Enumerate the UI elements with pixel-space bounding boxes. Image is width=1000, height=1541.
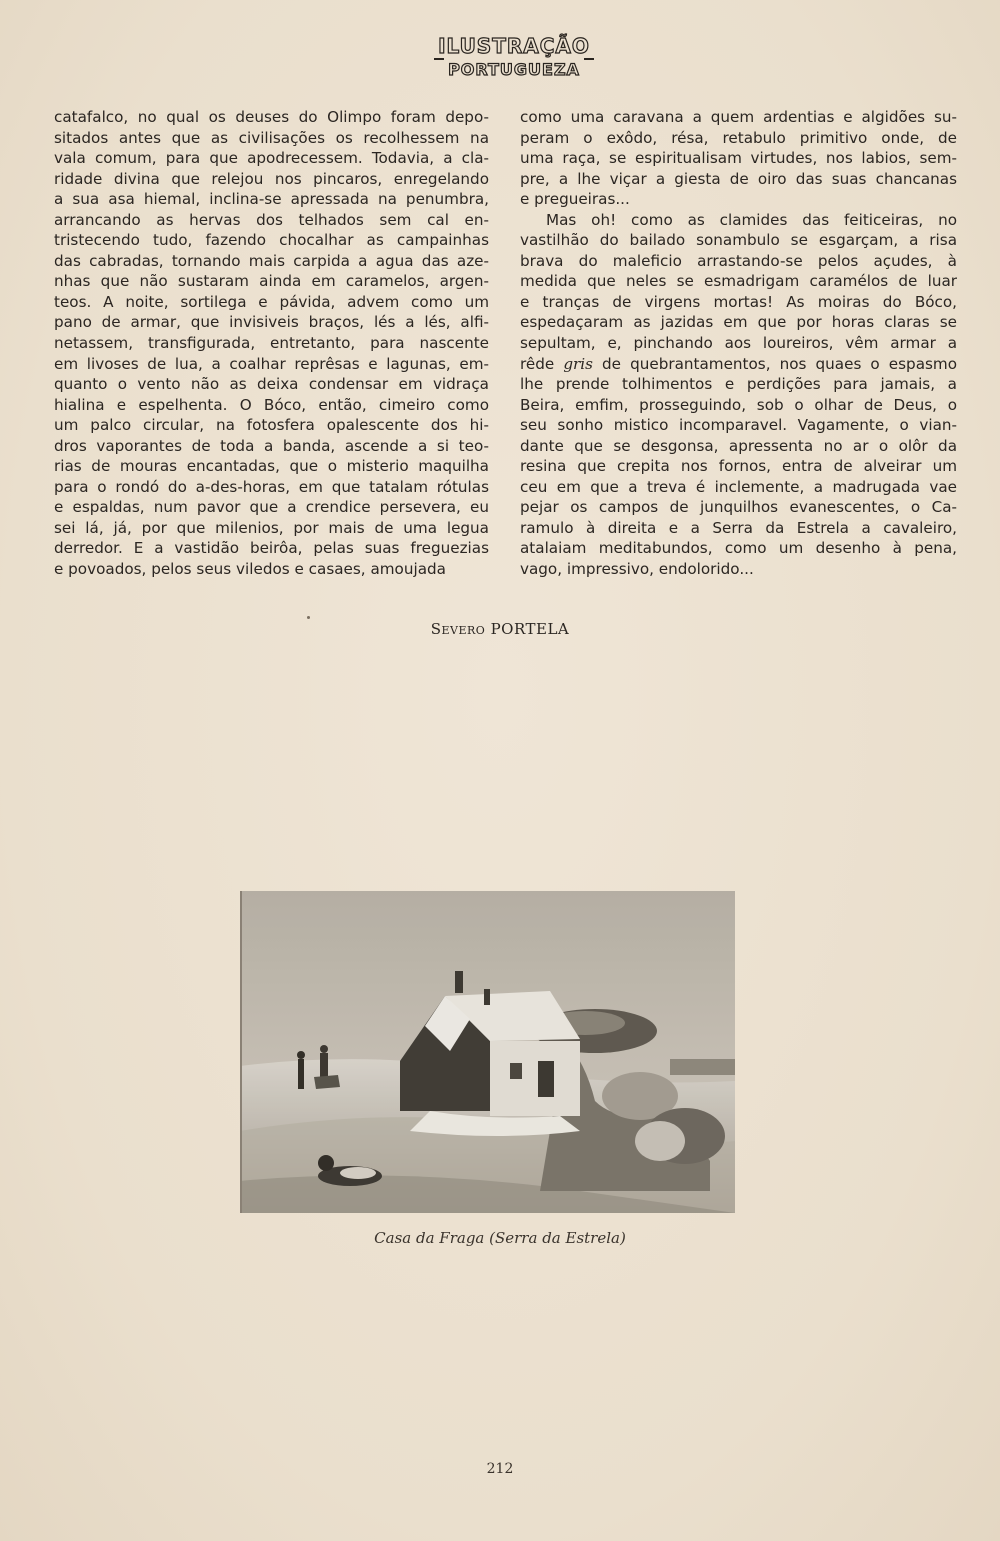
text-line: arrancando as hervas dos telhados sem cal en- xyxy=(54,210,489,229)
text-line: derredor. E a vastidão beirôa, pelas suas freguezias xyxy=(54,539,489,558)
text-line: nhas que não sustaram ainda em caramelos, argen- xyxy=(54,272,489,291)
text-line: teos. A noite, sortilega e pávida, advem como um xyxy=(54,292,489,311)
text-line: dros vaporantes de toda a banda, ascende a si teo- xyxy=(54,436,489,455)
text-line: seu sonho mistico incomparavel. Vagamente, o vian- xyxy=(520,416,957,435)
left-text-column xyxy=(54,107,489,580)
text-line: peram o exôdo, résa, retabulo primitivo onde, de xyxy=(520,128,957,147)
text-line: e espaldas, num pavor que a crendice persevera, eu xyxy=(54,498,489,517)
page-number: 212 xyxy=(486,1461,514,1477)
text-line: pre, a lhe viçar a giesta de oiro das suas chancanas xyxy=(520,169,957,188)
text-line: uma raça, se espiritualisam virtudes, nos labios, sem- xyxy=(520,149,957,168)
text-line: rêde gris de quebrantamentos, nos quaes o espasmo xyxy=(520,354,958,373)
text-line: e povoados, pelos seus viledos e casaes, amoujada xyxy=(54,560,446,579)
text-line: catafalco, no qual os deuses do Olimpo foram depo- xyxy=(54,108,489,126)
text-line: espedaçaram as jazidas em que por horas claras se xyxy=(520,313,957,332)
masthead-line-1: ILUSTRAÇÃO xyxy=(438,34,590,58)
text-line: ramulo à direita e a Serra da Estrela a cavaleiro, xyxy=(520,518,957,537)
text-line: para o rondó do a-des-horas, em que tatalam rótulas xyxy=(54,477,489,496)
author-last-name: PORTELA xyxy=(490,620,570,638)
text-line: quanto o vento não as deixa condensar em vidraça xyxy=(54,375,489,394)
text-line: ceu em que a treva é inclemente, a madrugada vae xyxy=(520,477,957,496)
text-line: Beira, emfim, prosseguindo, sob o olhar de Deus, o xyxy=(520,395,957,414)
text-line: netassem, transfigurada, entretanto, para nascente xyxy=(54,334,489,353)
masthead-logo xyxy=(436,30,592,86)
right-text-column xyxy=(520,107,957,580)
photo-illustration xyxy=(240,891,735,1213)
text-line: vago, impressivo, endolorido... xyxy=(520,560,754,579)
text-line: e tranças de virgens mortas! As moiras do Bóco, xyxy=(520,292,957,311)
text-line: como uma caravana a quem ardentias e algidões su- xyxy=(520,108,957,126)
text-line: sepultam, e, pinchando aos loureiros, vêm armar a xyxy=(520,334,957,353)
text-line: um palco circular, na fotosfera opalescente dos hi- xyxy=(54,416,489,435)
text-line: pejar os campos de junquilhos evanescentes, o Ca- xyxy=(520,498,957,517)
text-line: vala comum, para que apodrecessem. Todavia, a cla- xyxy=(54,149,489,168)
text-line: hialina e espelhenta. O Bóco, então, cimeiro como xyxy=(54,395,489,414)
text-line: dante que se desgonsa, apressenta no ar o olôr da xyxy=(520,436,957,455)
text-line: das cabradas, tornando mais carpida a agua das aze- xyxy=(54,251,489,270)
author-first-name: Severo xyxy=(430,620,486,638)
text-line: resina que crepita nos fornos, entra de alveirar um xyxy=(520,457,957,476)
text-line: vastilhão do bailado sonambulo se esgarçam, a risa xyxy=(520,231,957,250)
text-line: em livoses de lua, a coalhar reprêsas e lagunas, em- xyxy=(54,354,489,373)
text-line: atalaiam meditabundos, como um desenho à pena, xyxy=(520,539,957,558)
print-speck xyxy=(307,616,310,619)
text-line: tristecendo tudo, fazendo chocalhar as campainhas xyxy=(54,231,489,250)
text-line: ridade divina que relejou nos pincaros, enregelando xyxy=(54,169,489,188)
text-line: Mas oh! como as clamides das feiticeiras, no xyxy=(546,210,957,229)
text-line: a sua asa hiemal, inclina-se apressada na penumbra, xyxy=(54,190,489,209)
text-line: pano de armar, que invisiveis braços, lés a lés, alfi- xyxy=(54,313,489,332)
text-line: sei lá, já, por que milenios, por mais de uma legua xyxy=(54,518,489,537)
photo-caption: Casa da Fraga (Serra da Estrela) xyxy=(374,1229,626,1247)
text-line: rias de mouras encantadas, que o misterio maquilha xyxy=(54,457,489,476)
text-line: lhe prende tolhimentos e perdições para jamais, a xyxy=(520,375,957,394)
text-line: brava do maleficio arrastando-se pelos açudes, à xyxy=(520,251,957,270)
house-among-rocks-photo xyxy=(240,891,735,1213)
author-signature xyxy=(0,620,1000,638)
text-line: medida que neles se esmadrigam caramélos de luar xyxy=(520,272,957,291)
masthead-line-2: PORTUGUEZA xyxy=(448,60,580,79)
text-line: sitados antes que as civilisações os recolhessem na xyxy=(54,128,489,147)
text-line: e pregueiras... xyxy=(520,190,630,209)
